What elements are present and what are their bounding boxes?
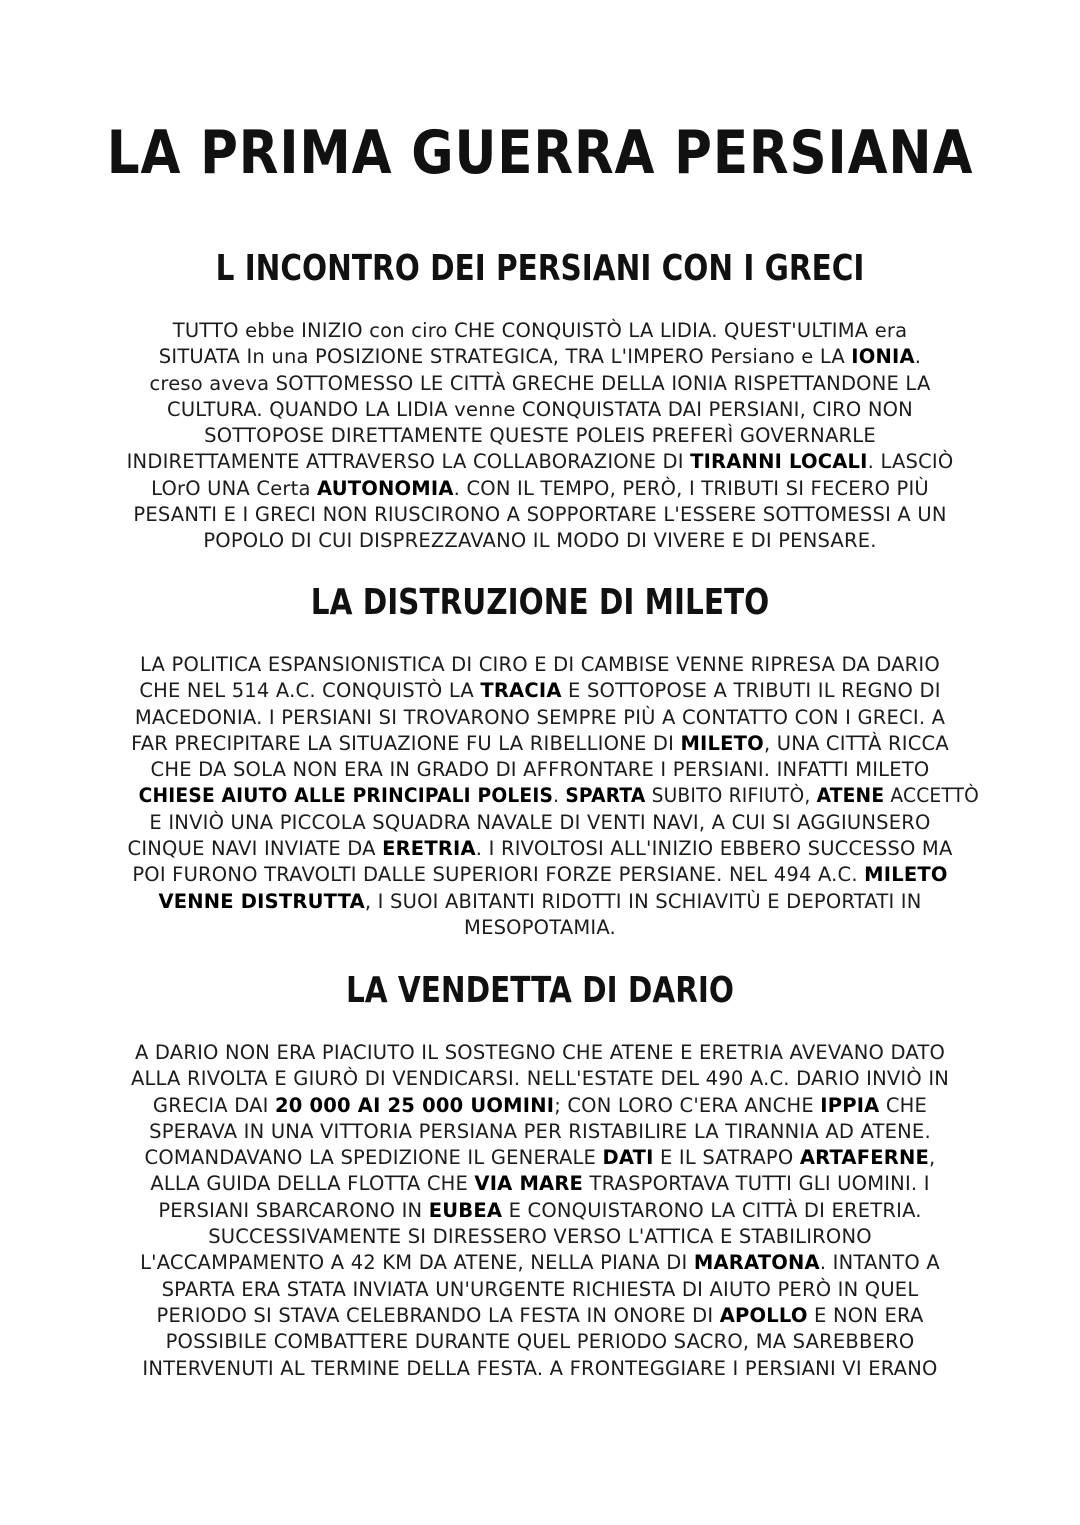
text-line	[120, 1329, 960, 1355]
text-run: FAR PRECIPITARE LA SITUAZIONE FU LA RIBELLIONE DI	[131, 731, 681, 755]
text-run: SOTTOPOSE DIRETTAMENTE QUESTE POLEIS PREFERÌ GOVERNARLE	[204, 424, 876, 448]
text-run: A DARIO NON ERA PIACIUTO IL SOSTEGNO CHE ATENE E ERETRIA AVEVANO DATO	[134, 1041, 946, 1064]
section-heading-vendetta: LA VENDETTA DI DARIO	[345, 970, 735, 1011]
text-line	[120, 1119, 960, 1145]
text-run: SPARTA ERA STATA INVIATA UN'URGENTE RICHIESTA DI AIUTO PERÒ IN QUEL	[161, 1277, 919, 1301]
text-run: ; CON LORO C'ERA ANCHE	[554, 1093, 821, 1117]
text-line	[120, 1224, 960, 1250]
text-line	[120, 1145, 960, 1171]
text-run: E CONQUISTARONO LA CITTÀ DI ERETRIA.	[502, 1198, 922, 1222]
text-line	[120, 528, 960, 554]
text-run: . CON IL TEMPO, PERÒ, I TRIBUTI SI FECERO PIÙ	[453, 476, 929, 500]
text-line	[120, 889, 960, 915]
keyword-highlight: IONIA	[851, 345, 915, 369]
text-run: POI FURONO TRAVOLTI DALLE SUPERIORI FORZE PERSIANE. NEL 494 A.C.	[132, 863, 865, 887]
text-line	[120, 1356, 960, 1382]
text-line	[120, 1171, 960, 1197]
text-run: SPERAVA IN UNA VITTORIA PERSIANA PER RISTABILIRE LA TIRANNIA AD ATENE.	[149, 1119, 931, 1143]
page-title: LA PRIMA GUERRA PERSIANA	[106, 118, 974, 188]
keyword-highlight: SPARTA	[565, 784, 646, 808]
keyword-highlight: TIRANNI LOCALI	[690, 450, 868, 474]
text-run: INTERVENUTI AL TERMINE DELLA FESTA. A FRONTEGGIARE I PERSIANI VI ERANO	[142, 1356, 938, 1380]
text-line	[120, 371, 960, 397]
text-line	[138, 783, 980, 809]
keyword-highlight: VIA MARE	[474, 1172, 584, 1196]
text-run: CHE DA SOLA NON ERA IN GRADO DI AFFRONTARE I PERSIANI. INFATTI MILETO	[150, 758, 930, 782]
text-run: , I SUOI ABITANTI RIDOTTI IN SCHIAVITÙ E DEPORTATI IN	[364, 889, 922, 913]
text-run: .	[914, 345, 922, 369]
text-line	[120, 678, 960, 704]
text-run: ,	[929, 1146, 936, 1170]
text-run: GRECIA DAI	[152, 1093, 275, 1117]
text-line	[120, 810, 960, 836]
keyword-highlight: MILETO	[864, 863, 948, 887]
text-run: PERIODO SI STAVA CELEBRANDO LA FESTA IN ONORE DI	[156, 1303, 720, 1327]
section-heading-mileto: LA DISTRUZIONE DI MILETO	[310, 582, 770, 623]
text-run: E NON ERA	[807, 1303, 924, 1327]
text-line	[120, 757, 960, 783]
text-line	[120, 344, 960, 370]
text-line	[120, 915, 960, 941]
text-run: LA POLITICA ESPANSIONISTICA DI CIRO E DI CAMBISE VENNE RIPRESA DA DARIO	[140, 653, 940, 676]
keyword-highlight: ATENE	[816, 784, 885, 808]
text-run: . INTANTO A	[819, 1251, 940, 1275]
keyword-highlight: APOLLO	[719, 1303, 808, 1327]
keyword-highlight: MARATONA	[693, 1251, 820, 1275]
text-run: CINQUE NAVI INVIATE DA	[127, 837, 383, 861]
text-run: CHE NEL 514 A.C. CONQUISTÒ LA	[139, 679, 481, 703]
text-line	[120, 1093, 960, 1119]
text-run: L'ACCAMPAMENTO A 42 KM DA ATENE, NELLA PIANA DI	[140, 1251, 694, 1275]
keyword-highlight: CHIESE AIUTO ALLE PRINCIPALI POLEIS	[138, 784, 554, 808]
text-line	[120, 449, 960, 475]
text-run: , UNA CITTÀ RICCA	[763, 731, 949, 755]
text-line	[120, 397, 960, 423]
text-run: COMANDAVANO LA SPEDIZIONE IL GENERALE	[144, 1146, 603, 1170]
text-run: creso aveva SOTTOMESSO LE CITTÀ GRECHE DELLA IONIA RISPETTANDONE LA	[149, 371, 931, 395]
text-run: PERSIANI SBARCARONO IN	[158, 1198, 429, 1222]
text-run: PESANTI E I GRECI NON RIUSCIRONO A SOPPORTARE L'ESSERE SOTTOMESSI A UN	[133, 503, 947, 527]
text-run: TUTTO ebbe INIZIO con ciro CHE CONQUISTÒ LA LIDIA. QUEST'ULTIMA era	[172, 319, 908, 342]
text-line	[120, 1250, 960, 1276]
text-run: POSSIBILE COMBATTERE DURANTE QUEL PERIODO SACRO, MA SAREBBERO	[165, 1330, 915, 1354]
text-run: E IL SATRAPO	[653, 1146, 800, 1170]
keyword-highlight: EUBEA	[428, 1198, 503, 1222]
text-run: . I RIVOLTOSI ALL'INIZIO EBBERO SUCCESSO MA	[475, 837, 953, 861]
section-paragraph-vendetta	[120, 1040, 960, 1382]
section-paragraph-mileto	[120, 652, 980, 941]
text-line	[120, 836, 960, 862]
text-run: .	[553, 784, 566, 808]
section-heading-incontro: L INCONTRO DEI PERSIANI CON I GRECI	[215, 248, 865, 289]
text-line	[120, 731, 960, 757]
text-run: LOrO UNA Certa	[151, 476, 317, 500]
text-run: POPOLO DI CUI DISPREZZAVANO IL MODO DI VIVERE E DI PENSARE.	[203, 529, 877, 553]
keyword-highlight: IPPIA	[820, 1093, 880, 1117]
text-run: SUBITO RIFIUTÒ,	[645, 784, 817, 808]
text-run: MESOPOTAMIA.	[464, 915, 616, 939]
text-run: SUCCESSIVAMENTE SI DIRESSERO VERSO L'ATTICA E STABILIRONO	[208, 1225, 872, 1249]
keyword-highlight: DATI	[602, 1146, 654, 1170]
keyword-highlight: VENNE DISTRUTTA	[158, 889, 365, 913]
text-run: . LASCIÒ	[867, 450, 954, 474]
text-line	[120, 652, 960, 678]
text-run: MACEDONIA. I PERSIANI SI TROVARONO SEMPRE PIÙ A CONTATTO CON I GRECI. A	[134, 705, 946, 729]
text-run: TRASPORTAVA TUTTI GLI UOMINI. I	[583, 1172, 930, 1196]
text-run: ALLA GUIDA DELLA FLOTTA CHE	[150, 1172, 475, 1196]
text-line	[120, 423, 960, 449]
text-line	[120, 1277, 960, 1303]
text-line	[120, 1040, 960, 1066]
keyword-highlight: 20 000 AI 25 000 UOMINI	[274, 1093, 555, 1117]
text-line	[120, 318, 960, 344]
text-line	[120, 1303, 960, 1329]
section-paragraph-incontro	[120, 318, 960, 555]
keyword-highlight: ARTAFERNE	[799, 1146, 930, 1170]
text-line	[120, 862, 960, 888]
keyword-highlight: ERETRIA	[382, 837, 476, 861]
text-run: E SOTTOPOSE A TRIBUTI IL REGNO DI	[561, 679, 941, 703]
text-run: E INVIÒ UNA PICCOLA SQUADRA NAVALE DI VENTI NAVI, A CUI SI AGGIUNSERO	[149, 810, 931, 834]
text-line	[120, 1198, 960, 1224]
text-run: CHE	[879, 1093, 928, 1117]
text-run: ACCETTÒ	[884, 784, 980, 808]
keyword-highlight: AUTONOMIA	[317, 476, 454, 500]
keyword-highlight: MILETO	[680, 731, 764, 755]
text-line	[120, 1066, 960, 1092]
text-line	[120, 502, 960, 528]
text-run: INDIRETTAMENTE ATTRAVERSO LA COLLABORAZIONE DI	[126, 450, 691, 474]
text-line	[120, 705, 960, 731]
text-run: SITUATA In una POSIZIONE STRATEGICA, TRA L'IMPERO Persiano e LA	[158, 345, 852, 369]
keyword-highlight: TRACIA	[480, 679, 562, 703]
text-run: CULTURA. QUANDO LA LIDIA venne CONQUISTATA DAI PERSIANI, CIRO NON	[167, 397, 913, 421]
text-line	[120, 476, 960, 502]
text-run: ALLA RIVOLTA E GIURÒ DI VENDICARSI. NELL'ESTATE DEL 490 A.C. DARIO INVIÒ IN	[130, 1067, 950, 1091]
